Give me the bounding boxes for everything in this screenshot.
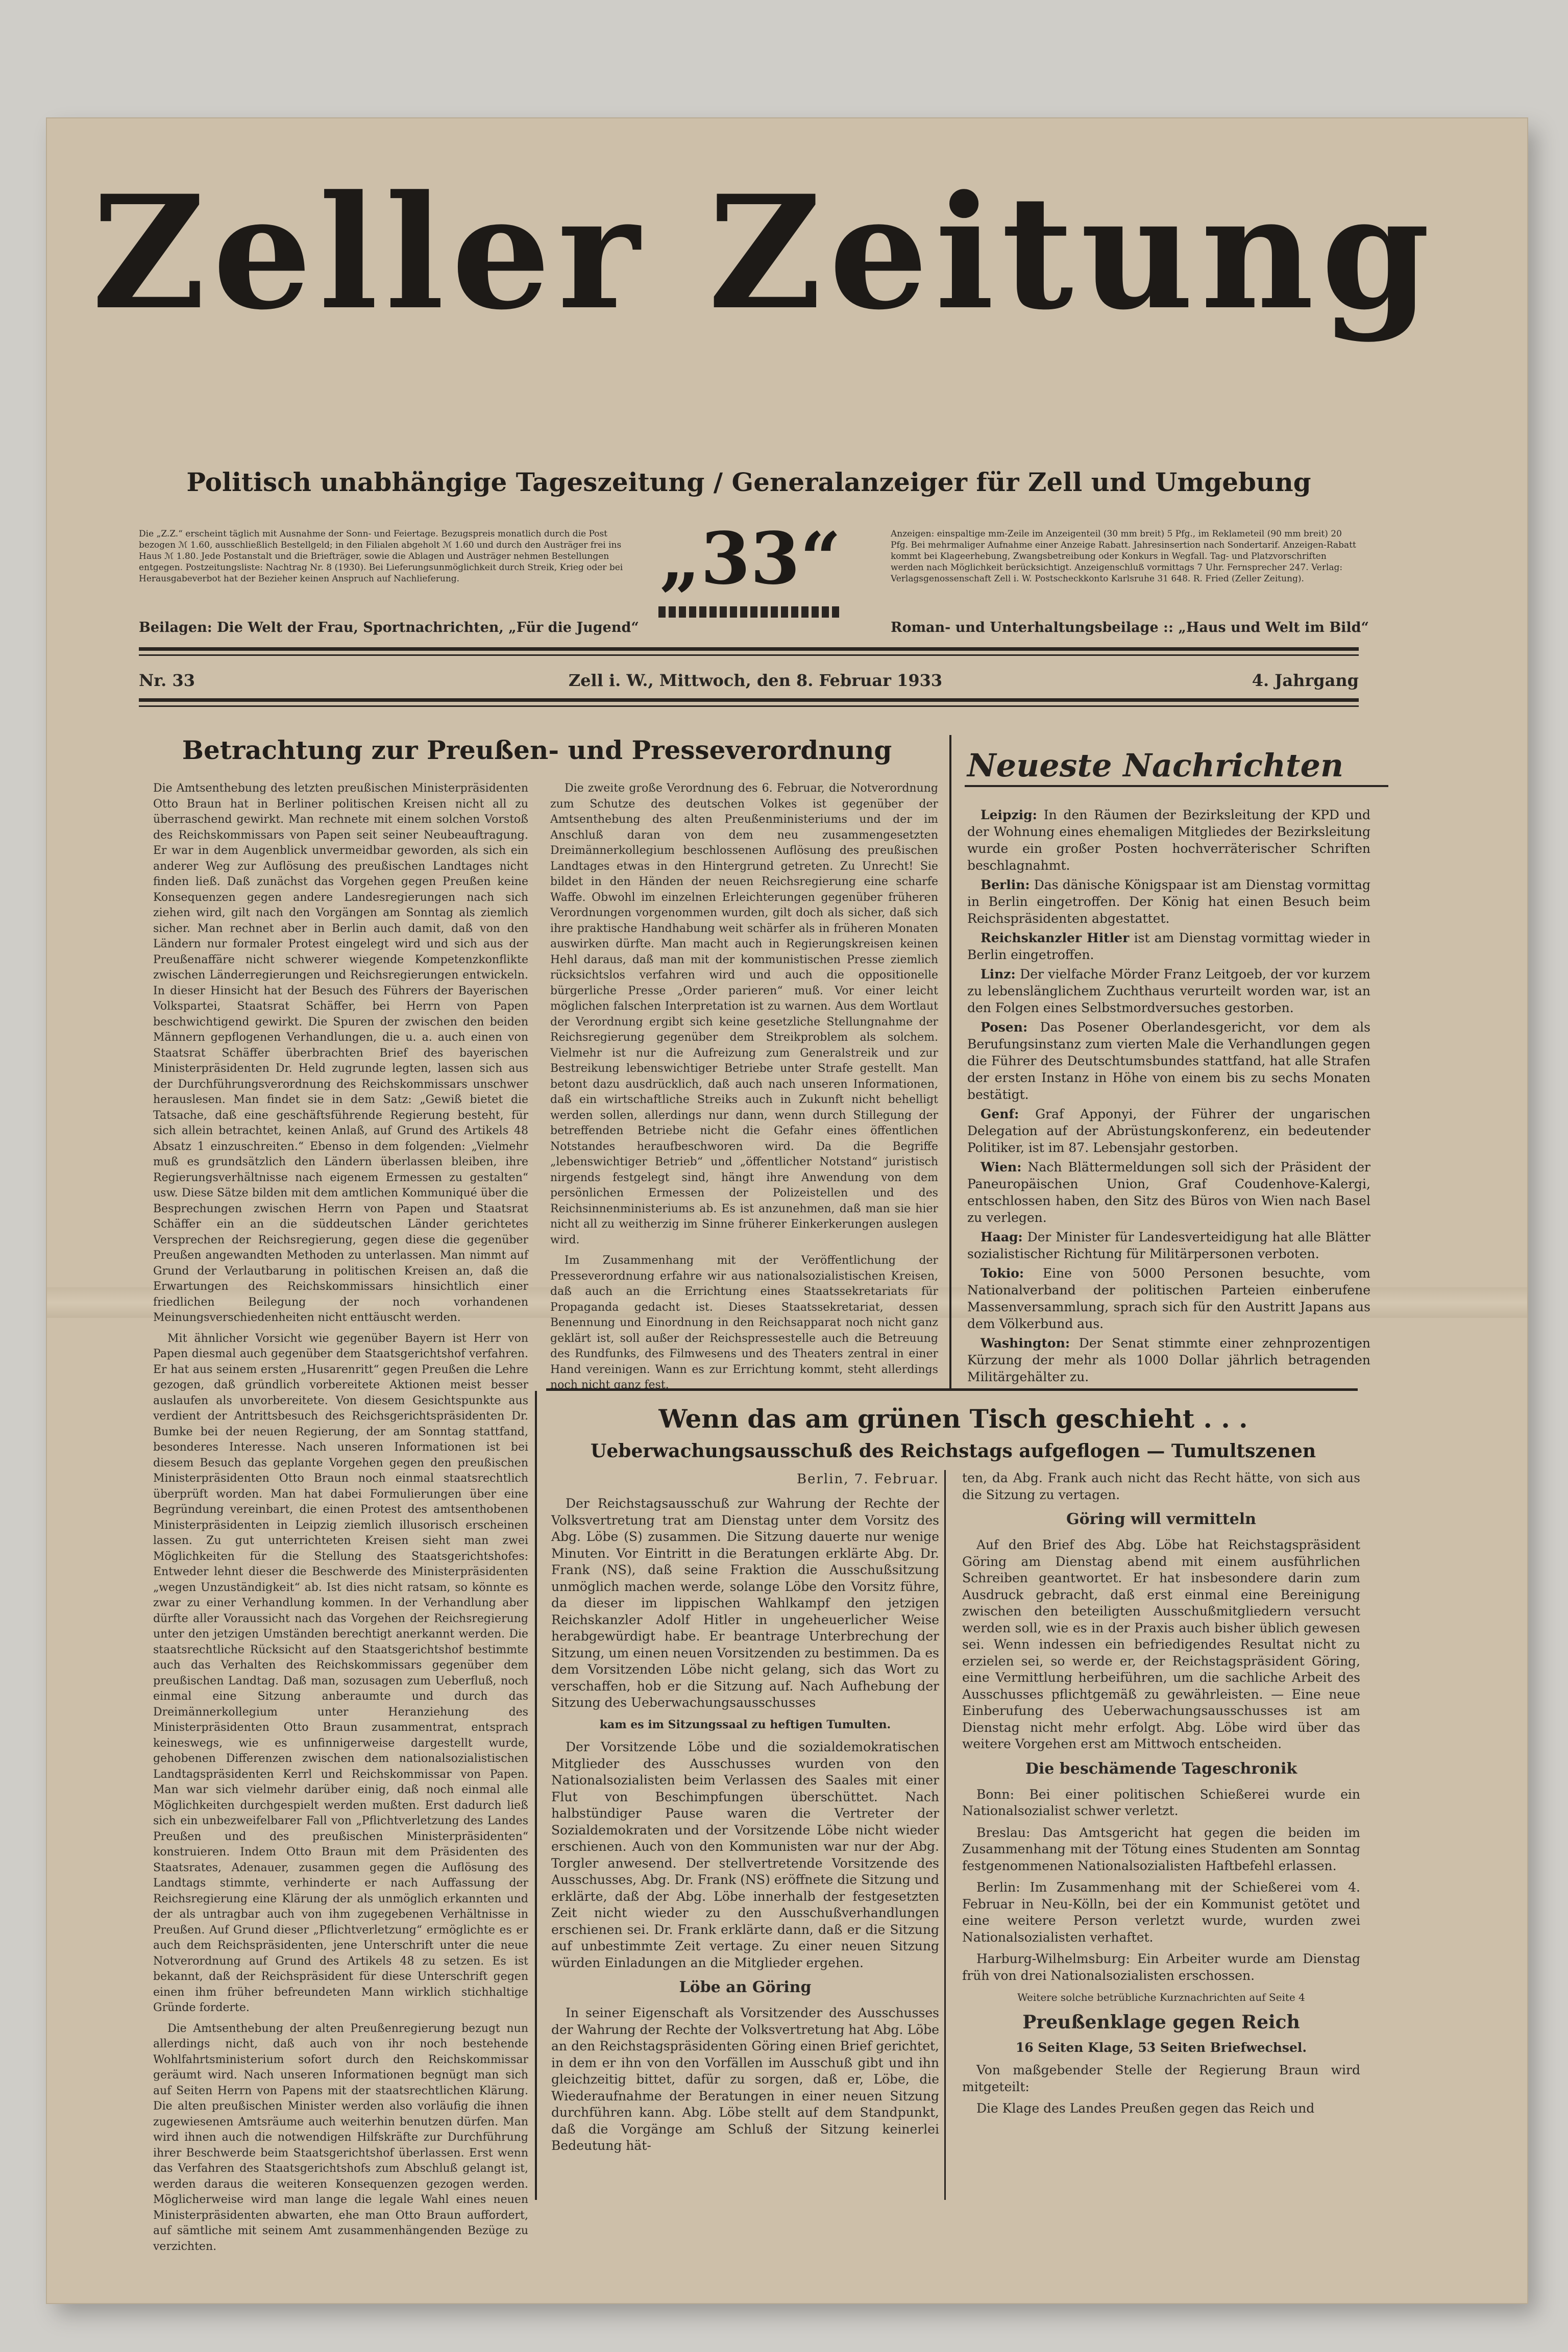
news-item-place: Posen: [981,1020,1028,1035]
main-article-paragraph: Mit ähnlicher Vorsicht wie gegenüber Bayern ist Herr von Papen diesmal auch gegenüber dem Staatsgerichtshof verfahren. Er hat aus seinem ersten „Husarenritt“ gegen Preußen die Lehre gezogen, daß gründlich vorbereitete Aktionen meist besser auslaufen als unvorbereitete. Von diesem Gesichtspunkte aus verdient der Antrittsbesuch des Reichsgerichtspräsidenten Dr. Bumke bei der neuen Regierung, der am Sonntag stattfand, besonderes Interesse. Nach unseren Informationen ist bei diesem Besuch das geplante Vorgehen gegen den preußischen Ministerpräsidenten Otto Braun noch einmal staatsrechtlich überprüft worden. Man hat dabei Formulierungen über eine Begründung vereinbart, die einen Protest des amtsenthobenen Ministerpräsidenten in Leipzig ziemlich illusorisch erscheinen lassen. Zu gut unterrichteten Kreisen sieht man zwei Möglichkeiten für die Stellung des Staatsgerichtshofes: Entweder lehnt dieser die Beschwerde des Ministerpräsidenten „wegen Unzuständigkeit“ ab. Ist dies nicht ratsam, so könnte es zwar zu einer Verhandlung kommen. In der Verhandlung aber dürfte aller Voraussicht nach das Vorgehen der Reichsregierung unter den jetzigen Umständen berechtigt anerkannt werden. Die staatsrechtliche Rücksicht auf den Staatsgerichtshof bestimmte auch das Verhalten des Reichskommissars gegenüber dem preußischen Landtag. Daß man, sozusagen zum Ueberfluß, noch einmal eine Sitzung anberaumte und durch das Dreimännerkollegium unter Heranziehung des Ministerpräsidenten Otto Braun zusammentrat, entsprach keineswegs, wie es unfinnigerweise dargestellt wurde, gehobenen Differenzen zwischen dem nationalsozialistischen Landtagspräsidenten Kerrl und Reichskommissar von Papen. Man war sich vielmehr darüber einig, daß noch einmal alle Möglichkeiten durchgespielt werden mußten. Erst dadurch ließ sich ein unbezweifelbarer Fall von „Pflichtverletzung des Landes Preußen und des preußischen Ministerpräsidenten“ konstruieren. Indem Otto Braun mit dem Präsidenten des Staatsrates, Adenauer, zusammen gegen die Auflösung des Landtags stimmte, verhinderte er nach Auffassung der Reichsregierung eine Klärung der als unmöglich erkannten und der als untragbar auch von ihm zugegebenen Verhältnisse in Preußen. Auf Grund dieser „Pflichtverletzung“ ermöglichte es er auch dem Reichspräsidenten, jene Unterschrift unter die neue Notverordnung auf Grund des Artikels 48 zu setzen. Es ist bekannt, daß der Reichspräsident für diese Unterschrift gegen einen ihm früher befreundeten Mann wirklich stichhaltige Gründe forderte. [153,1332,528,2014]
article-paragraph: Der Reichstagsausschuß zur Wahrung der Rechte der Volksvertretung trat am Dienstag unter dem Vorsitz des Abg. Löbe (S) zusammen. Die Sitzung dauerte nur wenige Minuten. Vor Eintritt in die Beratungen erklärte Abg. Dr. Frank (NS), daß seine Fraktion die Ausschußsitzung unmöglich machen werde, solange Löbe den Vorsitz führe, da dieser im lippischen Wahlkampf den jetzigen Reichskanzler Adolf Hitler in ungeheuerlicher Weise herabgewürdigt habe. Er beantrage Unterbrechung der Sitzung, um einen neuen Vorsitzenden zu bestimmen. Da es dem Vorsitzenden Löbe nicht gelang, sich das Wort zu verschaffen, hob er die Sitzung auf. Nach Aufhebung der Sitzung des Ueberwachungsausschusses [551,1496,939,1710]
issue-number: Nr. 33 [139,671,195,690]
news-item-text: Der Senat stimmte einer zehnprozentigen Kürzung der mehr als 1000 Dollar jährlich betragenden Militärgehälter zu. [967,1336,1371,1384]
news-item-text: Das dänische Königspaar ist am Dienstag vormittag in Berlin eingetroffen. Der König hat einen Besuch beim Reichspräsidenten abgestattet. [967,877,1370,926]
second-article-column-a [551,1496,939,2197]
news-item-text: ist am Dienstag vormittag wieder in Berlin eingetroffen. [967,930,1370,962]
article-paragraph: Die Klage des Landes Preußen gegen das Reich und [976,2101,1315,2116]
article-subheading-pages: 16 Seiten Klage, 53 Seiten Briefwechsel. [1015,2040,1307,2055]
news-item-text: In den Räumen der Bezirksleitung der KPD und der Wohnung eines ehemaligen Mitgliedes der Bezirksleitung wurde ein großer Posten hochverräterischer Schriften beschlagnahmt. [967,807,1370,873]
main-article-column-2 [550,781,938,1391]
news-item-place: Leipzig: [981,807,1037,822]
beilagen-right: Roman- und Unterhaltungsbeilage :: „Haus und Welt im Bild“ [891,620,1369,635]
news-item-place: Haag: [981,1230,1023,1244]
news-item [967,1335,1370,1385]
news-item [967,1106,1370,1156]
masthead-right-info: Anzeigen: einspaltige mm-Zeile im Anzeigenteil (30 mm breit) 5 Pfg., im Reklameteil (90 mm breit) 20 Pfg. Bei mehrmaliger Aufnahme einer Anzeige Rabatt. Jahresinsertion nach Sondertarif. Anzeigen-Rabatt kommt bei Klageerhebung, Zwangsbetreibung oder Konkurs in Wegfall. Tag- und Platzvorschriften werden nach Möglichkeit berücksichtigt. Anzeigenschluß vormittags 7 Uhr. Fernsprecher 247. Verlag: Verlagsgenossenschaft Zell i. W. Postscheckkonto Karlsruhe 31 648. R. Fried (Zeller Zeitung). [891,529,1356,584]
masthead-emblem: „33“ [659,517,841,601]
news-item-text: Der Minister für Landesverteidigung hat alle Blätter sozialistischer Richtung für Militärpersonen verboten. [967,1230,1370,1261]
second-article-subheadline: Ueberwachungsausschuß des Reichstags aufgeflogen — Tumultszenen [590,1440,1316,1462]
emblem-bar [658,606,842,618]
column-rule-left [535,1391,537,2200]
main-article-paragraph: Im Zusammenhang mit der Veröffentlichung der Presseverordnung erfahre wir aus nationalsozialistischen Kreisen, daß auch an die Errichtung eines Staatssekretariats für Propaganda gedacht ist. Dieses Staatssekretariat, dessen Benennung und Einordnung in den Reichsapparat noch nicht ganz geklärt ist, soll außer der Reichspressestelle auch die Betreuung des Rundfunks, des Filmwesens und des Theaters zentral in einer Hand vereinigen. Wann es zur Errichtung kommt, steht allerdings noch nicht ganz fest. [550,1254,938,1391]
news-item-place: Tokio: [981,1266,1024,1281]
dateline-rule [139,698,1359,702]
article-paragraph: Breslau: Das Amtsgericht hat gegen die beiden im Zusammenhang mit der Tötung eines Studenten am Sonntag festgenommenen Nationalsozialisten Haftbefehl erlassen. [962,1825,1360,1873]
article-paragraph: Bonn: Bei einer politischen Schießerei wurde ein Nationalsozialist schwer verletzt. [962,1786,1360,1818]
article-paragraph: Von maßgebender Stelle der Regierung Braun wird mitgeteilt: [962,2063,1360,2094]
news-item [967,1159,1370,1226]
main-article-paragraph: Die Amtsenthebung des letzten preußischen Ministerpräsidenten Otto Braun hat in Berliner politischen Kreisen nicht all zu überraschend gewirkt. Man rechnete mit einem solchen Vorstoß des Reichskommissars von Papen seit seiner Neubeauftragung. Er war in dem Augenblick unvermeidbar geworden, als sich ein anderer Weg zur Auflösung des preußischen Landtages nicht finden ließ. Daß zunächst das Vorgehen gegen Preußen keine Konsequenzen gegen andere Landesregierungen nach sich ziehen wird, gilt nach den Vorgängen am Sonntag als ziemlich sicher. Man rechnet aber in Berlin auch damit, daß von den Ländern nur formaler Protest eingelegt wird und sich aus der Preußenaffäre nicht schwerer wiegende Kompetenzkonflikte zwischen Länderregierungen und Reichsregierungen entwickeln. In dieser Hinsicht hat der Besuch des Führers der Bayerischen Volkspartei, Staatsrat Schäffer, bei Herrn von Papen beschwichtigend gewirkt. Die Spuren der zwischen den beiden Männern gepflogenen Verhandlungen, die u. a. auch einen von Staatsrat Schäffer überbrachten Brief des bayerischen Ministerpräsidenten Dr. Held zugrunde legten, lassen sich aus der Durchführungsverordnung des Reichskommissars unschwer herauslesen. Man findet sie in dem Satz: „Gewiß bietet die Tatsache, daß eine geschäftsführende Regierung besteht, für sich allein betrachtet, keinen Anlaß, auf Grund des Artikels 48 Absatz 1 einzuschreiten.“ Ebenso in dem folgenden: „Vielmehr muß es grundsätzlich den Ländern überlassen bleiben, ihre Regierungsverhältnisse nach eigenem Ermessen zu gestalten“ usw. Diese Sätze bilden mit dem amtlichen Kommuniqué über die Besprechungen zwischen Herrn von Papen und Staatsrat Schäffer ein an die süddeutschen Länder gerichtetes Versprechen der Reichsregierung, gegen diese die gegenüber Preußen angewandten Methoden zu unterlassen. Man nimmt auf Grund der Verlautbarung in politischen Kreisen an, daß die Erwartungen des Reichskommissars hinsichtlich einer friedlichen Beilegung der noch vorhandenen Meinungsverschiedenheiten nicht enttäuscht werden. [153,782,528,1324]
news-item [967,1265,1370,1332]
issue-date: Zell i. W., Mittwoch, den 8. Februar 1933 [568,671,943,690]
news-column [967,806,1370,1383]
news-item-place: Berlin: [981,877,1030,892]
masthead-left-info: Die „Z.Z.“ erscheint täglich mit Ausnahme der Sonn- und Feiertage. Bezugspreis monatlich durch die Post bezogen ℳ 1.60, ausschließlich Bestellgeld; in den Filialen abgeholt ℳ 1.60 und durch den Austräger frei ins Haus ℳ 1.80. Jede Postanstalt und die Briefträger, sowie die Ablagen und Austräger nehmen Bestellungen entgegen. Postzeitungsliste: Nachtrag Nr. 8 (1930). Bei Lieferungsunmöglichkeit durch Streik, Krieg oder bei Herausgabeverbot hat der Bezieher keinen Anspruch auf Nachlieferung. [139,529,623,584]
main-article-paragraph: Die zweite große Verordnung des 6. Februar, die Notverordnung zum Schutze des deutschen Volkes ist gegenüber der Amtsenthebung des alten Preußenministeriums und der im Anschluß daran von dem neu zusammengesetzten Dreimännerkollegium beschlossenen Auflösung des preußischen Landtages etwas in den Hintergrund getreten. Zu Unrecht! Sie bildet in den Händen der neuen Reichsregierung eine scharfe Waffe. Obwohl im einzelnen Erleichterungen gegenüber früheren Verordnungen vorgenommen wurden, gilt doch als sicher, daß sich ihre praktische Handhabung weit schärfer als in früheren Monaten auswirken dürfte. Man macht auch in Regierungskreisen keinen Hehl daraus, daß man mit der kommunistischen Presse ziemlich rücksichtslos verfahren wird und auch die oppositionelle bürgerliche Presse „Order parieren“ muß. Vor einer leicht möglichen falschen Interpretation ist zu warnen. Aus dem Wortlaut der Verordnung ergibt sich keine gesetzliche Stellungnahme der Reichsregierung gegenüber dem Streikproblem als solchem. Vielmehr ist nur die Aufreizung zum Generalstreik und zur Bestreikung lebenswichtiger Betriebe unter Strafe gestellt. Man betont dazu ausdrücklich, daß auch nach unseren Informationen, daß ein wirtschaftliche Streiks auch in Zukunft nicht behelligt werden sollen, allerdings nur dann, wenn durch Stillegung der betreffenden Betriebe nicht die Gefahr eines öffentlichen Notstandes heraufbeschworen wird. Da die Begriffe „lebenswichtiger Betrieb“ und „öffentlicher Notstand“ juristisch nirgends festgelegt sind, hängt ihre Anwendung von dem persönlichen Ermessen der Polizeistellen und des Reichsinnenministeriums ab. Es ist anzunehmen, daß man sie hier nicht all zu weitherzig im Sinne früherer Einkerkerungen auslegen wird. [550,782,938,1246]
news-item-place: Linz: [981,967,1016,982]
article-paragraph: In seiner Eigenschaft als Vorsitzender des Ausschusses der Wahrung der Rechte der Volksvertretung hat Abg. Löbe an den Reichstagspräsidenten Göring einen Brief gerichtet, in dem er ihn von den Vorfällen im Ausschuß gibt und ihn gleichzeitig bittet, dafür zu sorgen, daß er, Löbe, die Wiederaufnahme der Beratungen in einer neuen Sitzung durchführen kann. Abg. Löbe stellt auf dem Standpunkt, daß die Vorgänge am Schluß der Sitzung keinerlei Bedeutung hät- [551,2005,939,2153]
news-item-place: Washington: [981,1336,1070,1351]
article-note: Weitere solche betrübliche Kurznachrichten auf Seite 4 [1017,1991,1305,2003]
second-article-headline: Wenn das am grünen Tisch geschieht . . . [658,1404,1248,1434]
news-item-place: Reichskanzler Hitler [981,930,1130,945]
main-article-column-1 [153,781,528,2253]
article-subheading-tageschronik: Die beschämende Tageschronik [1025,1759,1297,1778]
news-item-text: Nach Blättermeldungen soll sich der Präsident der Paneuropäischen Union, Graf Coudenhove-Kalergi, entschlossen haben, den Sitz des Büros von Wien nach Basel zu verlegen. [967,1160,1370,1225]
news-column-heading: Neueste Nachrichten [967,747,1344,784]
news-item-place: Wien: [981,1160,1022,1174]
main-article-paragraph: Die Amtsenthebung der alten Preußenregierung bezugt nun allerdings nicht, daß auch von ihr noch bestehende Wohlfahrtsministerium sofort durch den Reichskommissar geräumt wird. Nach unseren Informationen begnügt man sich auf Seiten Herrn von Papens mit der staatsrechtlichen Klärung. Die alten preußischen Minister werden also vorläufig die ihnen zugewiesenen Amtsräume auch weiterhin benutzen dürfen. Man wird ihnen auch die notwendigen Hilfskräfte zur Durchführung ihrer Beschwerde beim Staatsgerichtshof überlassen. Erst wenn das Verfahren des Staatsgerichtshofs zum Abschluß gelangt ist, werden daraus die weiteren Konsequenzen gezogen werden. Möglicherweise wird man lange die legale Wahl eines neuen Ministerpräsidenten abwarten, ehe man Otto Braun auffordert, auf sämtliche mit seinem Amt zusammenhängenden Bezüge zu verzichten. [153,2022,528,2253]
dateline-rule-thin [139,705,1359,707]
masthead-subtitle: Politisch unabhängige Tageszeitung / Generalanzeiger für Zell und Umgebung [186,467,1311,497]
news-item-text: Eine von 5000 Personen besuchte, vom Nationalverband der politischen Parteien einberufene Massenversammlung, sprach sich für den Austritt Japans aus dem Völkerbund aus. [967,1266,1370,1331]
news-item [967,1019,1370,1103]
article-subheading-preussenklage: Preußenklage gegen Reich [1022,2011,1300,2033]
news-item [967,966,1370,1016]
news-item [967,929,1370,963]
main-article-headline: Betrachtung zur Preußen- und Presseverordnung [182,735,892,765]
article-paragraph: Der Vorsitzende Löbe und die sozialdemokratischen Mitglieder des Ausschusses wurden von den Nationalsozialisten beim Verlassen des Saales mit einer Flut von Beschimpfungen überschüttet. Nach halbstündiger Pause waren die Vertreter der Sozialdemokraten und der Vorsitzende Löbe nicht wieder erschienen. Auch von den Kommunisten war nur der Abg. Torgler anwesend. Der stellvertretende Vorsitzende des Ausschusses, Abg. Dr. Frank (NS) eröffnete die Sitzung und erklärte, daß der Abg. Löbe innerhalb der festgesetzten Zeit nicht wieder zu den Ausschußverhandlungen erschienen sei. Dr. Frank erklärte dann, daß er die Sitzung auf unbestimmte Zeit vertage. Zu einer neuen Sitzung würden Einladungen an die Mitglieder ergehen. [551,1739,939,1970]
issue-volume: 4. Jahrgang [1252,671,1359,690]
article-paragraph: Berlin: Im Zusammenhang mit der Schießerei vom 4. Februar in Neu-Kölln, bei der ein Kommunist getötet und eine weitere Person verletzt wurde, wurden zwei Nationalsozialisten verhaftet. [962,1880,1360,1945]
news-item [967,806,1370,874]
news-item [967,876,1370,927]
article-subheading: kam es im Sitzungssaal zu heftigen Tumulten. [599,1718,891,1731]
column-rule-right [944,1470,946,2200]
column-rule-news [949,735,951,1388]
news-item [967,1229,1370,1262]
news-item-text: Der vielfache Mörder Franz Leitgoeb, der vor kurzem zu lebenslänglichem Zuchthaus verurteilt worden war, ist an den Folgen eines Selbstmordversuches gestorben. [967,967,1370,1015]
news-item-text: Das Posener Oberlandesgericht, vor dem als Berufungsinstanz zum vierten Male die Verhandlungen gegen die Führer des Deutschtumsbundes stattfand, hat alle Strafen der ersten Instanz in Höhe von einem bis zu sechs Monaten bestätigt. [967,1020,1370,1102]
second-article-dateline: Berlin, 7. Februar. [796,1472,939,1487]
second-article-column-b [962,1470,1360,2197]
article-subheading-loebe: Löbe an Göring [679,1978,812,1996]
news-item-text: Graf Apponyi, der Führer der ungarischen Delegation auf der Abrüstungskonferenz, ein bedeutender Politiker, ist im 87. Lebensjahr gestorben. [967,1107,1370,1155]
beilagen-left: Beilagen: Die Welt der Frau, Sportnachrichten, „Für die Jugend“ [139,620,639,635]
masthead-rule-top [139,647,1359,651]
news-heading-underline [965,785,1388,787]
article-paragraph: Harburg-Wilhelmsburg: Ein Arbeiter wurde am Dienstag früh von drei Nationalsozialisten erschossen. [962,1951,1360,1983]
article-paragraph: Auf den Brief des Abg. Löbe hat Reichstagspräsident Göring am Dienstag abend mit einem ausführlichen Schreiben geantwortet. Er hat insbesondere darin zum Ausdruck gebracht, daß erst einmal eine Bereinigung zwischen den beteiligten Ausschußmitgliedern versucht werden soll, wie es in der Praxis auch bisher üblich gewesen sei. Wenn indessen ein befriedigendes Resultat nicht zu erzielen sei, so werde er, der Reichstagspräsident Göring, eine Vermittlung herbeiführen, um die sachliche Arbeit des Ausschusses pflichtgemäß zu gewährleisten. — Eine neue Einberufung des Ueberwachungsausschusses ist am Dienstag nicht mehr erfolgt. Abg. Löbe wird über das weitere Vorgehen erst am Mittwoch entscheiden. [962,1537,1360,1751]
news-item-place: Genf: [981,1107,1019,1121]
masthead-rule-thin [139,654,1359,656]
article-subheading-goering: Göring will vermitteln [1066,1510,1256,1528]
masthead-title: Zeller Zeitung [92,161,1437,344]
article-paragraph: ten, da Abg. Frank auch nicht das Recht hätte, von sich aus die Sitzung zu vertagen. [962,1471,1360,1502]
